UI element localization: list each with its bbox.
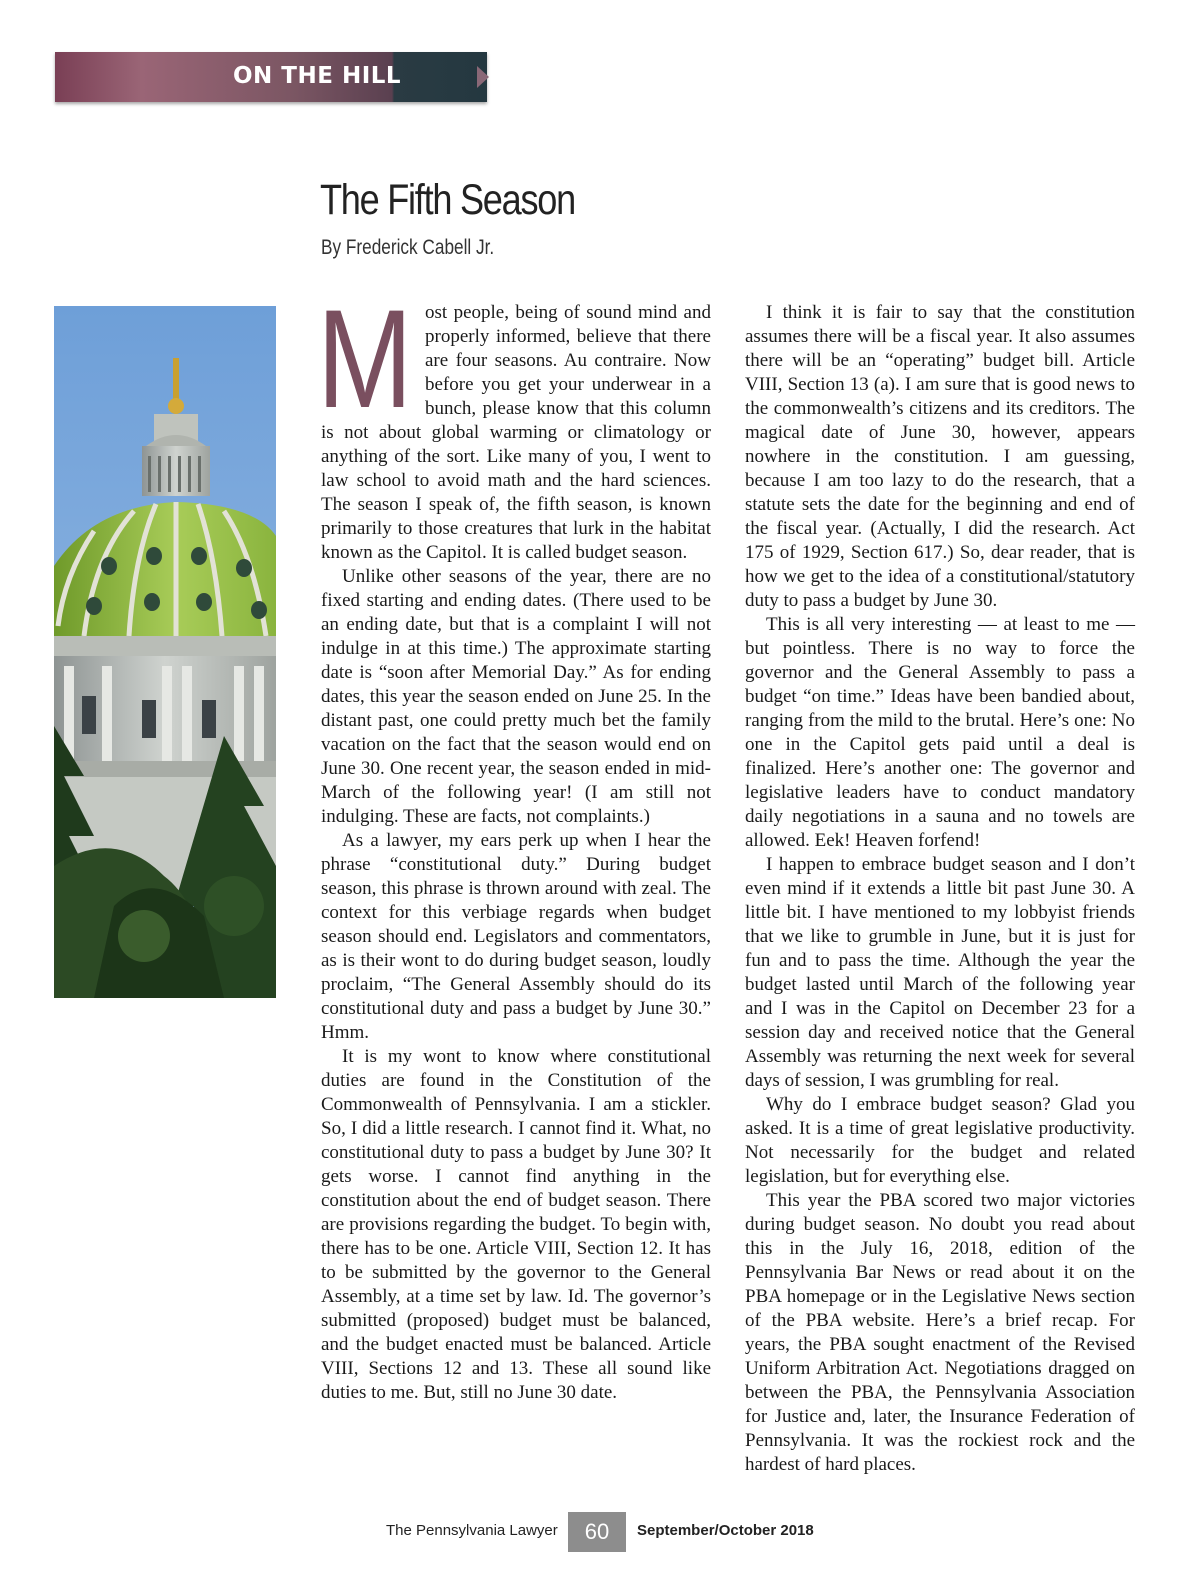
article-paragraph: As a lawyer, my ears perk up when I hear the phrase “constitutional duty.” During budget season, this phrase is thrown around with zeal. The context for this verbiage regards when budget season should end. Legislators and commentators, as is their wont to do during budget season, loudly proclaim, “The General Assembly should do its constitutional duty and pass a budget by June 30.” Hmm. [321, 830, 711, 1043]
article-column-right [745, 301, 1135, 1477]
article-title: The Fifth Season [320, 176, 575, 224]
article-paragraph: This year the PBA scored two major victories during budget season. No doubt you read about this in the July 16, 2018, edition of the Pennsylvania Bar News or read about it on the PBA homepage or in the Legislative News section of the PBA website. Here’s a brief recap. For years, the PBA sought enactment of the Revised Uniform Arbitration Act. Negotiations dragged on between the PBA, the Pennsylvania Association for Justice and, later, the Insurance Federation of Pennsylvania. It was the rockiest rock and the hardest of hard places. [745, 1190, 1135, 1475]
capitol-dome-photo [54, 306, 276, 998]
section-banner [55, 52, 487, 102]
article-paragraph: Why do I embrace budget season? Glad you asked. It is a time of great legislative productivity. Not necessarily for the budget and related legislation, but for everything else. [745, 1094, 1135, 1187]
article-paragraph: I happen to embrace budget season and I don’t even mind if it extends a little bit past June 30. A little bit. I have mentioned to my lobbyist friends that we like to grumble in June, but it is just for fun and to pass the time. Although the year the budget lasted until March of the following year and I was in the Capitol on December 23 for a session day and received notice that the General Assembly was returning the next week for several days of session, I was grumbling for real. [745, 854, 1135, 1091]
publication-name: The Pennsylvania Lawyer [386, 1522, 558, 1539]
article-paragraph: Unlike other seasons of the year, there are no fixed starting and ending dates. (There used to be an ending date, but that is a complaint I will not indulge in at this time.) The approximate starting date is “soon after Memorial Day.” As for ending dates, this year the season ended on June 25. In the distant past, one could pretty much bet the family vacation on the fact that the season would end on June 30. One recent year, the season ended in mid-March of the following year! (I am still not indulging. These are facts, not complaints.) [321, 566, 711, 827]
article-column-left [317, 280, 711, 1405]
page-number: 60 [584, 1519, 610, 1544]
drop-cap: M [317, 280, 413, 437]
page-number-box [568, 1512, 626, 1552]
article-paragraph: Most people, being of sound mind and properly informed, believe that there are four seasons. Au contraire. Now before you get your underwear in a bunch, please know that this column is not about global warming or climatology or anything of the sort. Like many of you, I went to law school to avoid math and the hard sciences. The season I speak of, the fifth season, is known primarily to those creatures that lurk in the habitat known as the Capitol. It is called budget season. [317, 280, 711, 563]
article-paragraph: It is my wont to know where constitutional duties are found in the Constitution of the Commonwealth of Pennsylvania. I am a stickler. So, I did a little research. I cannot find it. What, no constitutional duty to pass a budget by June 30? It gets worse. I cannot find anything in the constitution about the end of budget season. There are provisions regarding the budget. To begin with, there has to be one. Article VIII, Section 12. It has to be submitted by the governor to the General Assembly, at a time set by law. Id. The governor’s submitted (proposed) budget must be balanced, and the budget enacted must be balanced. Article VIII, Sections 12 and 13. These all sound like duties to me. But, still no June 30 date. [321, 1046, 711, 1403]
article-byline: By Frederick Cabell Jr. [321, 236, 495, 259]
arrow-right-icon [477, 66, 489, 88]
article-paragraph: I think it is fair to say that the constitution assumes there will be a fiscal year. It also assumes there will be an “operating” budget bill. Article VIII, Section 13 (a). I am sure that is good news to the commonwealth’s citizens and its creditors. The magical date of June 30, however, appears nowhere in the constitution. I am guessing, because I am too lazy to do the research, that a statute sets the date for the beginning and end of the fiscal year. (Actually, I did the research. Act 175 of 1929, Section 617.) So, dear reader, that is how we get to the idea of a constitutional/statutory duty to pass a budget by June 30. [745, 302, 1135, 611]
article-paragraph: This is all very interesting — at least to me — but pointless. There is no way to force the governor and the General Assembly to pass a budget “on time.” Ideas have been bandied about, ranging from the mild to the brutal. Here’s one: No one in the Capitol gets paid until a deal is finalized. Here’s another one: The governor and legislative leaders have to conduct mandatory daily negotiations in a sauna and no towels are allowed. Eek! Heaven forfend! [745, 614, 1135, 851]
section-label: ON THE HILL [233, 63, 402, 89]
issue-date: September/October 2018 [637, 1522, 814, 1539]
